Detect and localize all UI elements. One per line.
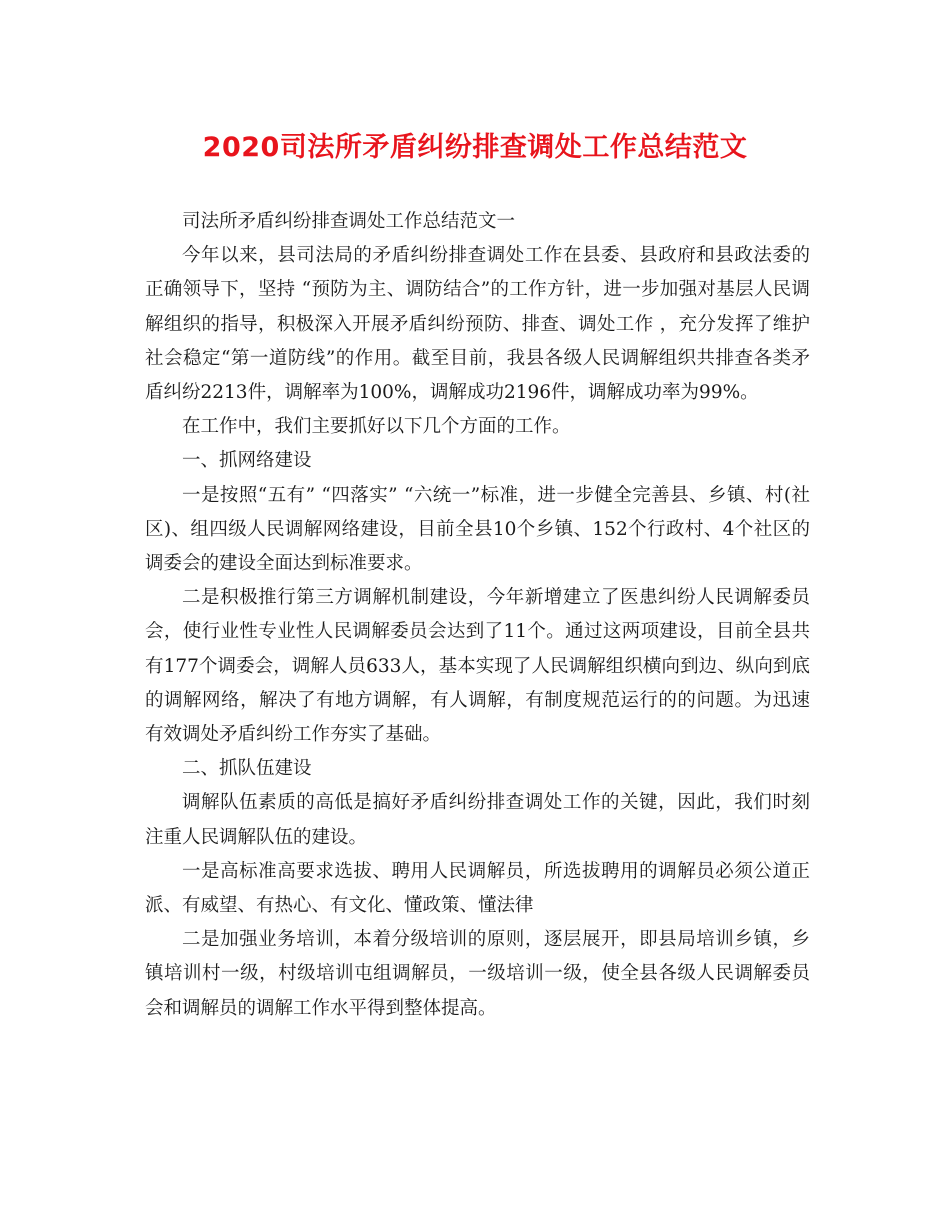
body-paragraph: 在工作中，我们主要抓好以下几个方面的工作。	[182, 416, 571, 438]
section-heading: 一、抓网络建设	[182, 450, 312, 472]
body-paragraph: 调解队伍素质的高低是搞好矛盾纠纷排查调处工作的关键，因此，我们时刻注重人民调解队伍的建设。	[145, 792, 810, 848]
body-paragraph: 一是高标准高要求选拔、聘用人民调解员，所选拔聘用的调解员必须公道正派、有威望、有热心、有文化、懂政策、懂法律	[145, 860, 810, 917]
section-heading: 二、抓队伍建设	[182, 758, 312, 780]
body-paragraph: 二是加强业务培训，本着分级培训的原则，逐层展开，即县局培训乡镇，乡镇培训村一级，村级培训屯组调解员，一级培训一级，使全县各级人民调解委员会和调解员的调解工作水平得到整体提高。	[145, 929, 810, 1019]
document-body	[145, 205, 810, 1026]
body-paragraph: 今年以来，县司法局的矛盾纠纷排查调处工作在县委、县政府和县政法委的正确领导下，坚持 “预防为主、调防结合”的工作方针，进一步加强对基层人民调解组织的指导，积极深入开展矛盾纠纷预防、排查、调处工作 ，充分发挥了维护社会稳定“第一道防线”的作用。截至目前，我县各级人民调解组织共排查各类矛盾纠纷2213件，调解率为100%，调解成功2196件，调解成功率为99%。	[145, 245, 810, 404]
document-title: 2020司法所矛盾纠纷排查调处工作总结范文	[202, 132, 748, 163]
body-paragraph: 一是按照“五有” “四落实” “六统一”标准，进一步健全完善县、乡镇、村(社区)、组四级人民调解网络建设，目前全县10个乡镇、152个行政村、4个社区的调委会的建设全面达到标准要求。	[145, 484, 810, 575]
section-subtitle: 司法所矛盾纠纷排查调处工作总结范文一	[182, 211, 516, 232]
body-paragraph: 二是积极推行第三方调解机制建设，今年新增建立了医患纠纷人民调解委员会，使行业性专业性人民调解委员会达到了11个。通过这两项建设，目前全县共有177个调委会，调解人员633人，基本实现了人民调解组织横向到边、纵向到底的调解网络，解决了有地方调解，有人调解，有制度规范运行的的问题。为迅速有效调处矛盾纠纷工作夯实了基础。	[145, 587, 810, 746]
